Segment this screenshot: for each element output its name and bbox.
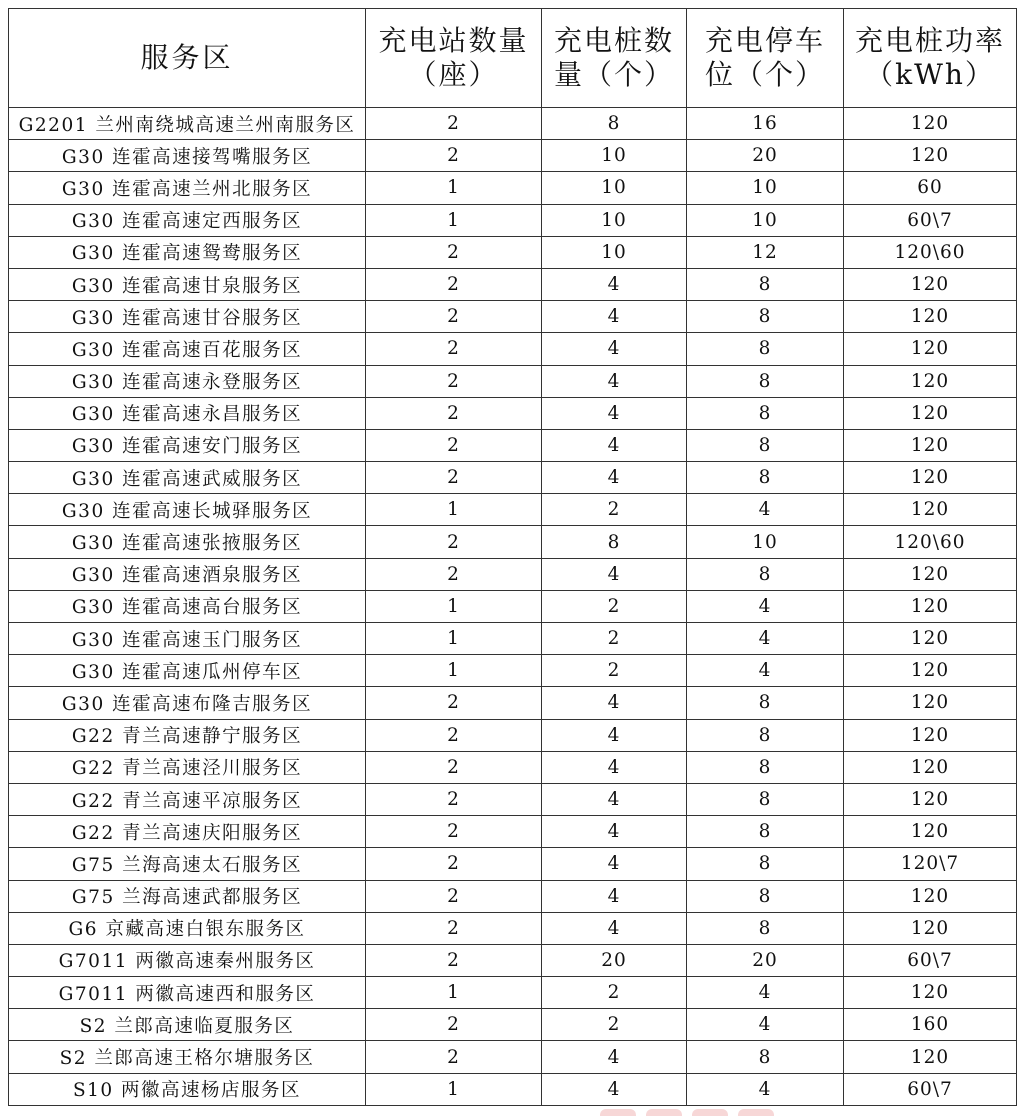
service-area-cell: G30 连霍高速瓜州停车区 [9,655,366,687]
service-area-cell: G30 连霍高速甘泉服务区 [9,268,366,300]
station-count-cell: 1 [366,623,542,655]
service-area-cell: G30 连霍高速接驾嘴服务区 [9,140,366,172]
station-count-cell: 2 [366,816,542,848]
table-row [9,462,1017,494]
pile-count-cell: 4 [542,301,687,333]
parking-spaces-cell: 8 [687,719,844,751]
parking-spaces-cell: 12 [687,236,844,268]
station-count-cell: 1 [366,494,542,526]
service-area-cell: G30 连霍高速永登服务区 [9,365,366,397]
pile-power-cell: 120 [844,333,1017,365]
parking-spaces-cell: 8 [687,333,844,365]
parking-spaces-cell: 8 [687,301,844,333]
table-row [9,719,1017,751]
pile-power-cell: 120 [844,397,1017,429]
pile-count-cell: 4 [542,719,687,751]
service-area-cell: G22 青兰高速平凉服务区 [9,783,366,815]
pile-power-cell: 120 [844,494,1017,526]
pile-power-cell: 120 [844,751,1017,783]
station-count-cell: 2 [366,1009,542,1041]
header-line: （kWh） [865,58,995,91]
pile-count-cell: 4 [542,429,687,461]
pile-count-cell: 4 [542,1073,687,1105]
header-line: 量（个） [553,58,674,91]
table-row [9,558,1017,590]
pile-power-cell: 60\7 [844,1073,1017,1105]
service-area-cell: G30 连霍高速百花服务区 [9,333,366,365]
table-row [9,236,1017,268]
pile-power-cell: 60\7 [844,204,1017,236]
service-area-cell: G7011 两徽高速秦州服务区 [9,944,366,976]
pile-power-cell: 120 [844,429,1017,461]
service-area-cell: G22 青兰高速泾川服务区 [9,751,366,783]
pile-power-cell: 60 [844,172,1017,204]
station-count-cell: 2 [366,848,542,880]
service-area-cell: G30 连霍高速长城驿服务区 [9,494,366,526]
header-line: 服务区 [140,41,234,74]
table-row [9,108,1017,140]
station-count-cell: 2 [366,301,542,333]
pile-count-cell: 2 [542,977,687,1009]
header-line: （座） [408,58,499,91]
pile-count-cell: 2 [542,494,687,526]
header-line: 充电停车 [704,24,825,57]
table-row [9,1073,1017,1105]
station-count-cell: 2 [366,462,542,494]
parking-spaces-cell: 8 [687,429,844,461]
parking-spaces-cell: 8 [687,880,844,912]
station-count-cell: 2 [366,880,542,912]
service-area-cell: G75 兰海高速太石服务区 [9,848,366,880]
service-area-cell: G30 连霍高速张掖服务区 [9,526,366,558]
parking-spaces-cell: 8 [687,462,844,494]
pile-count-cell: 4 [542,880,687,912]
pile-count-cell: 20 [542,944,687,976]
pile-count-cell: 4 [542,751,687,783]
pile-power-cell: 120 [844,590,1017,622]
pile-count-cell: 2 [542,590,687,622]
pile-count-cell: 8 [542,526,687,558]
station-count-cell: 1 [366,655,542,687]
table-row [9,268,1017,300]
pile-power-cell: 120 [844,1041,1017,1073]
service-area-cell: S2 兰郎高速临夏服务区 [9,1009,366,1041]
service-area-cell: G30 连霍高速甘谷服务区 [9,301,366,333]
service-area-cell: G30 连霍高速兰州北服务区 [9,172,366,204]
station-count-cell: 2 [366,526,542,558]
table-row [9,623,1017,655]
station-count-cell: 1 [366,1073,542,1105]
pile-count-cell: 4 [542,912,687,944]
table-row [9,848,1017,880]
header-service-area [9,9,366,108]
pile-power-cell: 120 [844,655,1017,687]
station-count-cell: 2 [366,719,542,751]
service-area-cell: G22 青兰高速庆阳服务区 [9,816,366,848]
station-count-cell: 2 [366,751,542,783]
station-count-cell: 2 [366,236,542,268]
station-count-cell: 2 [366,268,542,300]
parking-spaces-cell: 4 [687,494,844,526]
station-count-cell: 1 [366,977,542,1009]
pile-power-cell: 120 [844,108,1017,140]
pile-power-cell: 120 [844,301,1017,333]
parking-spaces-cell: 4 [687,590,844,622]
header-pile-count [542,9,687,108]
pile-count-cell: 4 [542,687,687,719]
table-row [9,333,1017,365]
station-count-cell: 2 [366,108,542,140]
table-row [9,365,1017,397]
pile-count-cell: 4 [542,558,687,590]
parking-spaces-cell: 8 [687,365,844,397]
table-row [9,140,1017,172]
parking-spaces-cell: 20 [687,140,844,172]
service-area-cell: G6 京藏高速白银东服务区 [9,912,366,944]
station-count-cell: 2 [366,558,542,590]
station-count-cell: 2 [366,365,542,397]
parking-spaces-cell: 4 [687,623,844,655]
header-line: 充电桩数 [553,24,674,57]
header-line: 位（个） [704,58,825,91]
pile-power-cell: 120 [844,783,1017,815]
table-row [9,301,1017,333]
pile-count-cell: 2 [542,655,687,687]
parking-spaces-cell: 4 [687,1009,844,1041]
parking-spaces-cell: 8 [687,848,844,880]
table-row [9,1041,1017,1073]
parking-spaces-cell: 8 [687,1041,844,1073]
pile-power-cell: 120 [844,977,1017,1009]
table-row [9,783,1017,815]
table-row [9,1009,1017,1041]
service-area-cell: S10 两徽高速杨店服务区 [9,1073,366,1105]
table-body [9,108,1017,1106]
table-header [9,9,1017,108]
parking-spaces-cell: 8 [687,783,844,815]
pile-power-cell: 60\7 [844,944,1017,976]
table-row [9,816,1017,848]
pile-count-cell: 8 [542,108,687,140]
pile-power-cell: 120 [844,719,1017,751]
service-area-cell: G22 青兰高速静宁服务区 [9,719,366,751]
pile-power-cell: 160 [844,1009,1017,1041]
parking-spaces-cell: 8 [687,912,844,944]
parking-spaces-cell: 8 [687,558,844,590]
table-row [9,880,1017,912]
pile-count-cell: 4 [542,816,687,848]
pile-power-cell: 120\7 [844,848,1017,880]
service-area-cell: S2 兰郎高速王格尔塘服务区 [9,1041,366,1073]
station-count-cell: 1 [366,590,542,622]
pile-count-cell: 10 [542,140,687,172]
pile-power-cell: 120\60 [844,526,1017,558]
station-count-cell: 2 [366,944,542,976]
service-area-cell: G30 连霍高速永昌服务区 [9,397,366,429]
parking-spaces-cell: 4 [687,977,844,1009]
table-row [9,977,1017,1009]
pile-power-cell: 120 [844,268,1017,300]
parking-spaces-cell: 20 [687,944,844,976]
pile-power-cell: 120 [844,365,1017,397]
service-area-cell: G30 连霍高速布隆吉服务区 [9,687,366,719]
station-count-cell: 2 [366,429,542,461]
parking-spaces-cell: 8 [687,816,844,848]
pile-count-cell: 4 [542,397,687,429]
pile-power-cell: 120\60 [844,236,1017,268]
table-row [9,655,1017,687]
pile-count-cell: 10 [542,236,687,268]
table-row [9,751,1017,783]
pile-count-cell: 4 [542,848,687,880]
pile-count-cell: 4 [542,268,687,300]
watermark-mark [600,1104,820,1116]
pile-count-cell: 4 [542,333,687,365]
parking-spaces-cell: 10 [687,172,844,204]
station-count-cell: 2 [366,140,542,172]
pile-power-cell: 120 [844,558,1017,590]
service-area-cell: G30 连霍高速定西服务区 [9,204,366,236]
pile-power-cell: 120 [844,462,1017,494]
header-parking-spaces [687,9,844,108]
pile-count-cell: 4 [542,365,687,397]
service-area-cell: G30 连霍高速玉门服务区 [9,623,366,655]
station-count-cell: 2 [366,333,542,365]
table-row [9,687,1017,719]
service-area-cell: G30 连霍高速酒泉服务区 [9,558,366,590]
parking-spaces-cell: 8 [687,268,844,300]
station-count-cell: 1 [366,172,542,204]
pile-power-cell: 120 [844,816,1017,848]
service-area-cell: G7011 两徽高速西和服务区 [9,977,366,1009]
service-area-cell: G30 连霍高速高台服务区 [9,590,366,622]
station-count-cell: 2 [366,783,542,815]
header-station-count [366,9,542,108]
header-line: 充电站数量 [378,24,529,57]
table-row [9,526,1017,558]
station-count-cell: 2 [366,687,542,719]
pile-count-cell: 2 [542,623,687,655]
header-row [9,9,1017,108]
parking-spaces-cell: 10 [687,526,844,558]
pile-power-cell: 120 [844,912,1017,944]
pile-power-cell: 120 [844,623,1017,655]
service-area-cell: G30 连霍高速武威服务区 [9,462,366,494]
parking-spaces-cell: 4 [687,1073,844,1105]
service-area-cell: G2201 兰州南绕城高速兰州南服务区 [9,108,366,140]
service-area-cell: G75 兰海高速武都服务区 [9,880,366,912]
charging-station-table [8,8,1017,1106]
pile-count-cell: 4 [542,1041,687,1073]
pile-count-cell: 4 [542,462,687,494]
header-line: 充电桩功率 [854,24,1005,57]
table-row [9,912,1017,944]
pile-power-cell: 120 [844,880,1017,912]
parking-spaces-cell: 8 [687,687,844,719]
parking-spaces-cell: 8 [687,397,844,429]
table-row [9,397,1017,429]
table-row [9,204,1017,236]
pile-count-cell: 10 [542,204,687,236]
table-row [9,944,1017,976]
header-pile-power [844,9,1017,108]
pile-count-cell: 4 [542,783,687,815]
table-row [9,494,1017,526]
parking-spaces-cell: 16 [687,108,844,140]
parking-spaces-cell: 8 [687,751,844,783]
station-count-cell: 2 [366,912,542,944]
service-area-cell: G30 连霍高速安门服务区 [9,429,366,461]
service-area-cell: G30 连霍高速鸳鸯服务区 [9,236,366,268]
table-row [9,590,1017,622]
table-row [9,172,1017,204]
station-count-cell: 1 [366,204,542,236]
parking-spaces-cell: 10 [687,204,844,236]
pile-count-cell: 2 [542,1009,687,1041]
parking-spaces-cell: 4 [687,655,844,687]
pile-power-cell: 120 [844,140,1017,172]
pile-power-cell: 120 [844,687,1017,719]
station-count-cell: 2 [366,1041,542,1073]
pile-count-cell: 10 [542,172,687,204]
table-row [9,429,1017,461]
station-count-cell: 2 [366,397,542,429]
